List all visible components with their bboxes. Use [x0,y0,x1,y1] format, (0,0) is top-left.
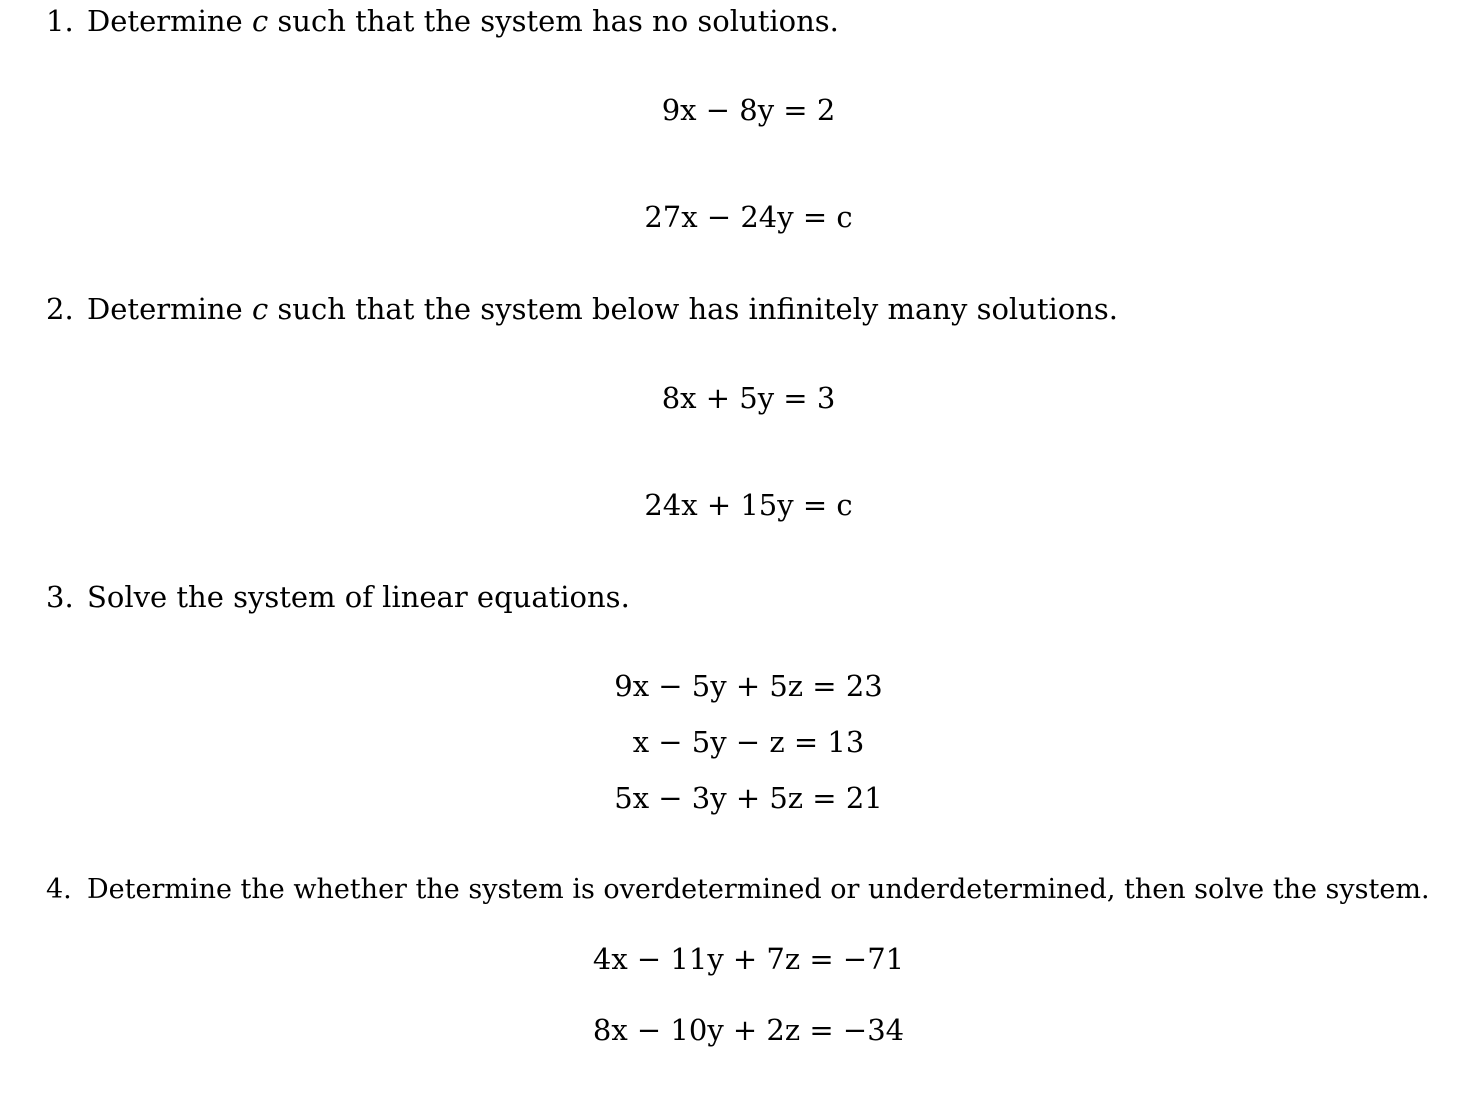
equation: x − 5y − z = 13 [632,725,865,759]
equation: 9x − 5y + 5z = 23 [614,669,883,703]
equation: 8x − 10y + 2z = −34 [592,1013,905,1047]
equation: 24x + 15y = c [644,488,853,522]
prompt-text: such that the system has no solutions. [268,4,839,38]
problem-number: 1. [46,4,74,38]
equation: 8x + 5y = 3 [661,381,836,415]
variable-c: c [251,4,269,38]
variable-c: c [251,292,269,326]
problem-number: 3. [46,580,74,614]
prompt-text: Determine [87,4,252,38]
equation: 27x − 24y = c [644,200,853,234]
problem-2-prompt [46,292,1119,326]
prompt-text: Solve the system of linear equations. [87,580,630,614]
problem-number: 4. [46,874,72,905]
problem-3-prompt [46,580,630,614]
problem-number: 2. [46,292,74,326]
equation: 9x − 8y = 2 [661,93,836,127]
prompt-text: Determine [87,292,252,326]
problem-1-prompt [46,4,839,38]
problem-4-prompt [46,876,1430,903]
equation: 4x − 11y + 7z = −71 [592,942,905,976]
prompt-text: Determine the whether the system is overdetermined or underdetermined, then solve the system. [87,874,1430,905]
equation: 5x − 3y + 5z = 21 [614,781,883,815]
prompt-text: such that the system below has infinitely many solutions. [268,292,1119,326]
